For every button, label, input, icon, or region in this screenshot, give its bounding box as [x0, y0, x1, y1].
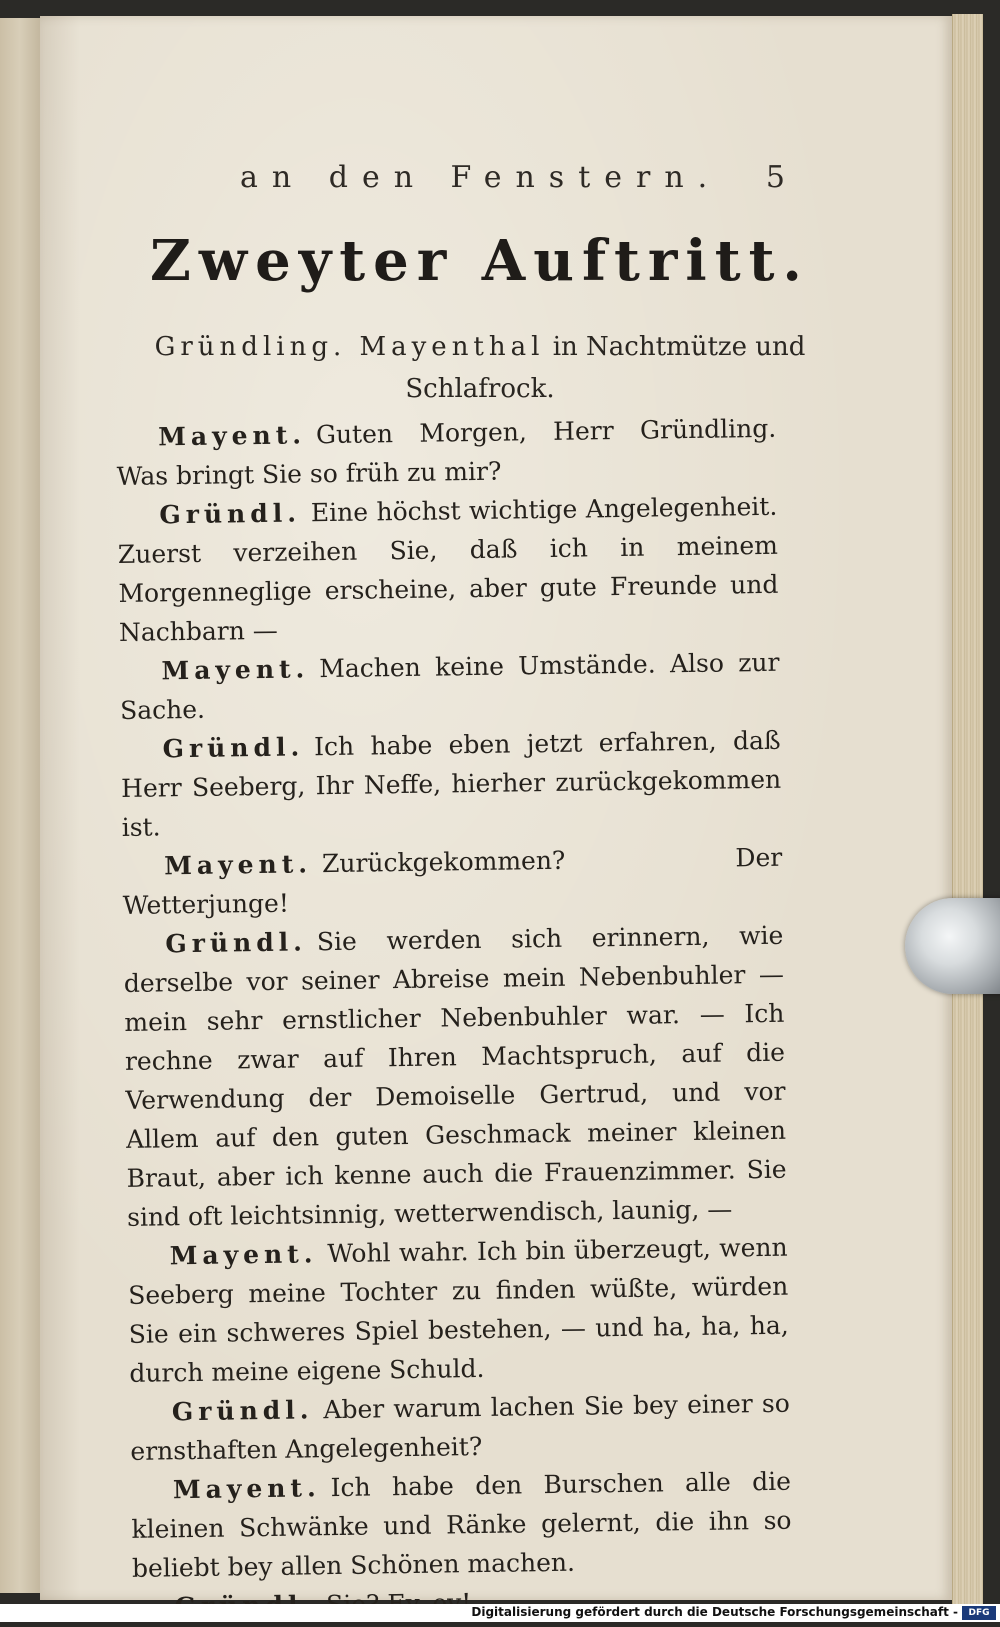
page-number: 5	[765, 160, 785, 195]
funding-credit: Digitalisierung gefördert durch die Deutsche Forschungsgemeinschaft -	[471, 1605, 958, 1619]
dialogue-text	[116, 409, 793, 1627]
dialogue-line	[131, 1462, 793, 1588]
speaker-name: Mayent.	[169, 1239, 318, 1271]
line-text: Sie werden sich erinnern, wie derselbe vor seiner Abreise mein Nebenbuhler — mein sehr ernstlicher Nebenbuhler war. — Ich rechne zwar auf Ihren Machtspruch, auf die Verwendung der Demoiselle Gertrud, und vor Allem auf den guten Geschmack meiner kleinen Braut, aber ich kenne auch die Frauenzimmer. Sie sind oft leichtsinnig, wetterwendisch, launig, —	[123, 920, 787, 1232]
dialogue-line	[116, 409, 777, 496]
dfg-logo: DFG	[962, 1606, 996, 1620]
scene-title: Zweyter Auftritt.	[150, 228, 810, 294]
speaker-name: Mayent.	[161, 654, 310, 686]
speaker-name: Gründl.	[171, 1395, 314, 1427]
page-header	[240, 160, 785, 204]
footer-bar	[0, 1604, 1000, 1622]
stage-direction-persons: Gründling. Mayenthal	[154, 332, 545, 362]
dialogue-line	[127, 1228, 789, 1393]
dialogue-line	[122, 838, 783, 925]
line-text: Eine höchst wichtige Angelegenheit. Zuerst verzeihen Sie, daß ich in meinem Morgenneglige erscheine, aber gute Freunde und Nachbarn —	[117, 491, 779, 647]
speaker-name: Gründl.	[162, 732, 305, 764]
running-head: an den Fenstern.	[240, 160, 722, 195]
speaker-name: Gründl.	[165, 927, 308, 959]
speaker-name: Mayent.	[172, 1473, 321, 1505]
dialogue-line	[117, 487, 779, 652]
line-text: Ich habe eben jetzt erfahren, daß Herr Seeberg, Ihr Neffe, hierher zurückgekommen ist.	[120, 725, 782, 842]
line-text: Guten Morgen, Herr Gründling. Was bringt Sie so früh zu mir?	[116, 413, 777, 491]
dialogue-line	[120, 721, 782, 847]
line-text: Aber warum lachen Sie bey einer so ernsthaften Angelegenheit?	[130, 1388, 791, 1466]
speaker-name: Gründl.	[159, 498, 302, 530]
speaker-name: Mayent.	[158, 420, 307, 452]
speaker-name: Mayent.	[164, 849, 313, 881]
page-clip	[905, 898, 1000, 994]
line-text: Machen keine Umstände. Also zur Sache.	[119, 647, 780, 725]
line-text: Zurückgekommen? Der Wetterjunge!	[122, 842, 783, 920]
page-stack-edge	[952, 14, 983, 1604]
dialogue-line	[130, 1384, 791, 1471]
stage-direction-text: in Nachtmütze und Schlafrock.	[405, 332, 806, 404]
stage-direction	[120, 326, 840, 410]
dialogue-line	[119, 643, 780, 730]
line-text: Ich habe den Burschen alle die kleinen Schwänke und Ränke gelernt, die ihn so beliebt bey allen Schönen machen.	[131, 1466, 792, 1583]
dialogue-line	[123, 916, 787, 1237]
line-text: Wohl wahr. Ich bin überzeugt, wenn Seeberg meine Tochter zu finden wüßte, würden Sie ein schweres Spiel bestehen, — und ha, ha, ha, durch meine eigene Schuld.	[128, 1232, 789, 1388]
